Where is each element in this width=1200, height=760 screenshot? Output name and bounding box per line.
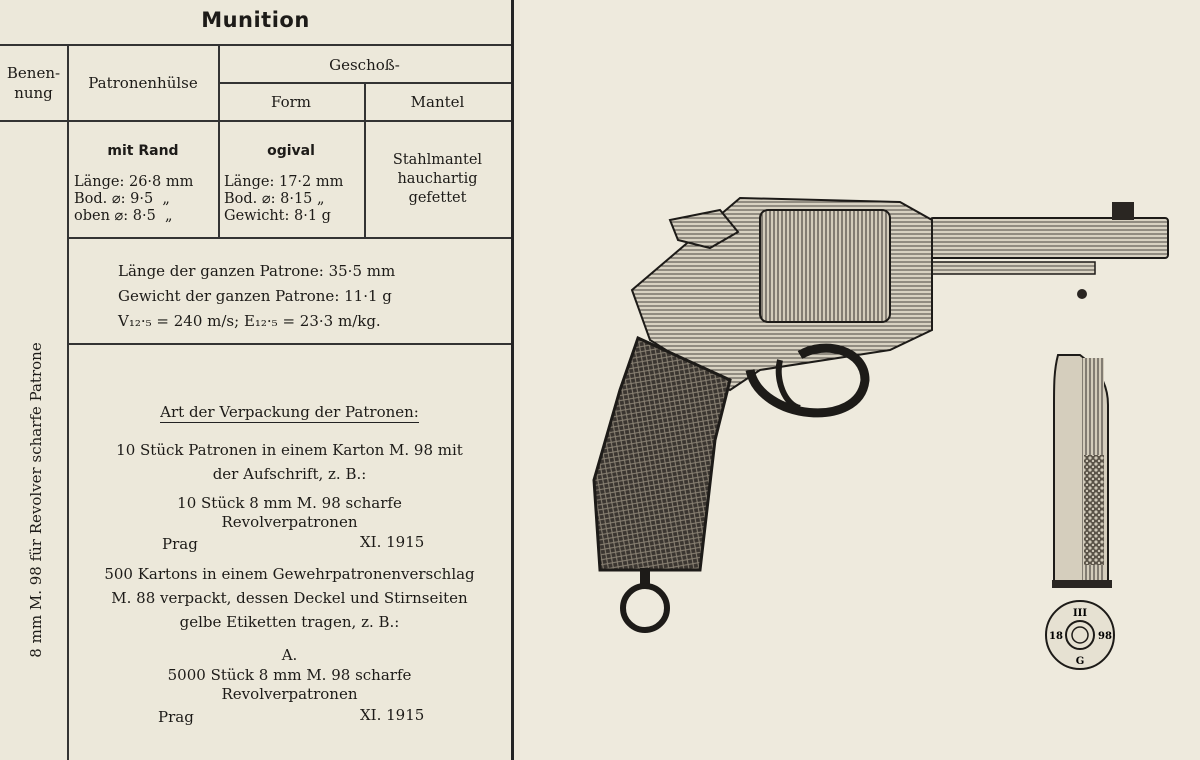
revolver-illustration bbox=[560, 180, 1200, 667]
form-line: Gewicht: 8·1 g bbox=[224, 208, 331, 224]
barrel bbox=[930, 218, 1168, 258]
huelse-line: oben ⌀: 8·5 „ bbox=[74, 208, 173, 224]
cylinder bbox=[760, 210, 890, 322]
table-rule bbox=[0, 120, 511, 122]
mantel-line: Stahlmantel bbox=[392, 152, 483, 168]
rod-screw bbox=[1077, 289, 1087, 299]
grip bbox=[594, 338, 730, 570]
huelse-line: Länge: 26·8 mm bbox=[74, 174, 194, 190]
verpackung-heading bbox=[68, 403, 511, 421]
cartridge-rim bbox=[1052, 580, 1112, 588]
header-mantel: Mantel bbox=[410, 93, 465, 111]
patrone-velocity-energy: V₁₂·₅ = 240 m/s; E₁₂·₅ = 23·3 m/kg. bbox=[118, 312, 381, 330]
front-sight bbox=[1112, 202, 1134, 220]
label-place: Prag bbox=[158, 708, 194, 726]
label-text: 5000 Stück 8 mm M. 98 scharfe bbox=[167, 666, 412, 684]
header-form: Form bbox=[270, 93, 311, 111]
form-line: Bod. ⌀: 8·15 „ bbox=[224, 191, 325, 207]
mantel-line: gefettet bbox=[408, 190, 467, 206]
verpackung-text: M. 88 verpackt, dessen Deckel und Stirnseiten bbox=[111, 589, 468, 607]
label-date: XI. 1915 bbox=[360, 706, 425, 724]
headstamp-bottom: G bbox=[1075, 656, 1085, 667]
verpackung-text: 10 Stück Patronen in einem Karton M. 98 mit bbox=[116, 441, 463, 459]
header-geschoss: Geschoß- bbox=[329, 56, 400, 74]
headstamp-right: 98 bbox=[1098, 631, 1112, 642]
label-text: 10 Stück 8 mm M. 98 scharfe bbox=[177, 494, 402, 512]
huelse-heading: mit Rand bbox=[107, 143, 179, 159]
mantel-line: hauchartig bbox=[397, 171, 478, 187]
label-text: Revolverpatronen bbox=[221, 685, 358, 703]
headstamp-top: III bbox=[1072, 608, 1088, 619]
verpackung-text: der Aufschrift, z. B.: bbox=[212, 465, 367, 483]
patrone-length: Länge der ganzen Patrone: 35·5 mm bbox=[118, 262, 396, 280]
header-benennung: Benen- bbox=[6, 64, 61, 82]
label-text: Revolverpatronen bbox=[221, 513, 358, 531]
powder-charge bbox=[1084, 455, 1104, 565]
verpackung-text: 500 Kartons in einem Gewehrpatronenverschlag bbox=[104, 565, 475, 583]
lanyard-ring bbox=[623, 586, 667, 630]
huelse-line: Bod. ⌀: 9·5 „ bbox=[74, 191, 170, 207]
label-place: Prag bbox=[162, 535, 198, 553]
row-label: 8 mm M. 98 für Revolver scharfe Patrone bbox=[27, 342, 45, 658]
verpackung-text: gelbe Etiketten tragen, z. B.: bbox=[179, 613, 400, 631]
label-letter: A. bbox=[281, 646, 298, 664]
form-heading: ogival bbox=[267, 143, 315, 159]
table-rule bbox=[67, 237, 511, 239]
table-rule bbox=[0, 44, 511, 46]
header-patronenhuelse: Patronenhülse bbox=[88, 74, 198, 92]
label-date: XI. 1915 bbox=[360, 533, 425, 551]
verpackung-heading-text: Art der Verpackung der Patronen: bbox=[160, 403, 419, 421]
header-benennung-cont: nung bbox=[14, 84, 53, 102]
table-rule bbox=[67, 343, 511, 345]
patrone-weight: Gewicht der ganzen Patrone: 11·1 g bbox=[118, 287, 392, 305]
headstamp-left: 18 bbox=[1049, 631, 1063, 642]
form-line: Länge: 17·2 mm bbox=[224, 174, 344, 190]
table-right-border bbox=[511, 0, 514, 760]
table-title: Munition bbox=[201, 8, 310, 32]
